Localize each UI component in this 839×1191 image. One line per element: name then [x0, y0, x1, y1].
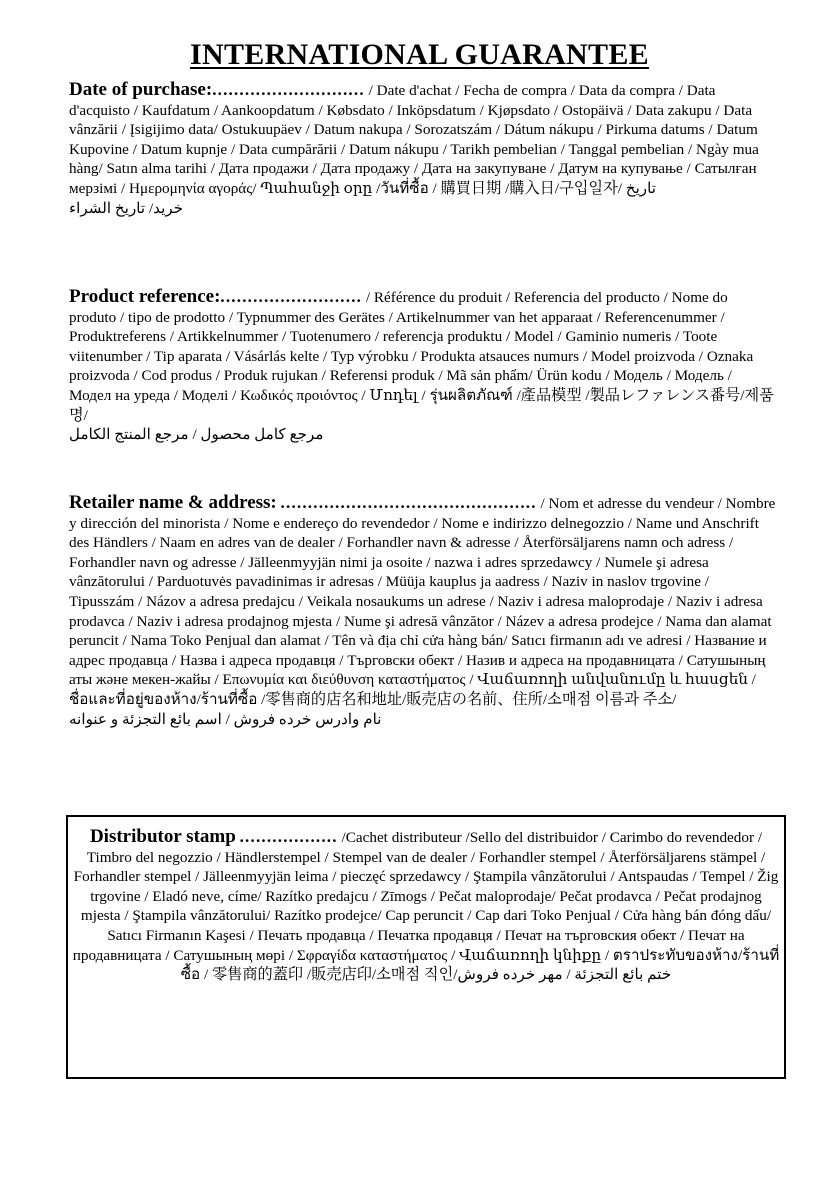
distributor-stamp-text	[72, 827, 780, 985]
date-of-purchase-rtl-line: خريد/ تاريخ الشراء	[69, 199, 184, 217]
page-title: INTERNATIONAL GUARANTEE	[190, 38, 649, 71]
distributor-stamp-heading: Distributor stamp	[89, 826, 236, 847]
product-reference-heading: Product reference:	[69, 286, 221, 307]
retailer-heading: Retailer name & address:	[69, 492, 277, 513]
product-reference-dots: ..........................	[220, 287, 363, 306]
date-of-purchase-heading: Date of purchase:	[69, 79, 213, 100]
date-of-purchase-dots: ............................	[212, 80, 365, 99]
date-of-purchase-section	[69, 80, 777, 218]
retailer-translations: / Nom et adresse du vendeur / Nombre y dirección del minorista / Nome e endereço do revendedor / Nome e indirizzo delnegozzio / Name und Anschrift des Händlers / Naam en adres van de dealer / Forhandler navn & adresse / Återförsäljarens namn och adress / Forhandler navn og adresse / Jälleenmyyjän nimi ja osoite / nazwa i adres sprzedawcy / Numele şi adresa vânzătorului / Parduotuvės pavadinimas ir adresas / Müüja kauplus ja aadress / Naziv in naslov trgovine / Tipusszám / Názov a adresa predajcu / Veikala nosaukums un adrese / Naziv i adresa maloprodaje / Naziv i adresa prodavca / Naziv i adresa prodajnog mjesta / Nume şi adresă vânzător / Název a adresa prodejce / Nama dan alamat peruncit / Nama Toko Penjual dan alamat / Tên và địa chỉ cửa hàng bán/ Satıcı firmanın adı ve adresi / Название и адрес продавца / Назва і адреса продавця / Търговски обект / Назив и адреса на продавницата / Сатушының аты және мекен-жайы / Επωνυμία και διεύθυνση καταστήματος / Վաճառողի անվանումը և հասցեն / ชื่อและที่อยู่ของห้าง/ร้านที่ซื้อ /零售商的店名和地址/販売店の名前、住所/소매점 이름과 주소/	[69, 495, 776, 708]
distributor-stamp-box	[66, 815, 786, 1079]
retailer-dots: ...............................................	[280, 493, 537, 512]
product-reference-section	[69, 287, 777, 445]
product-reference-rtl-line: مرجع كامل محصول / مرجع المنتج الكامل	[69, 426, 324, 444]
distributor-stamp-translations: /Cachet distributeur /Sello del distribuidor / Carimbo do revendedor / Timbro del negozzio / Händlerstempel / Stempel van de dealer / Forhandler stempel / Återförsäljarens stämpel / Forhandler stempel / Jälleenmyyjän leima / pieczęć sprzedawcy / Ştampila vânzătorului / Antspaudas / Tempel / Žig trgovine / Eladó neve, címe/ Razítko predajcu / Zīmogs / Pečat maloprodaje/ Pečat prodavca / Pečat prodajnog mjesta / Ştampila vânzătorului/ Razítko prodejce/ Cap peruncit / Cap dari Toko Penjual / Cửa hàng bán đóng dấu/ Satıcı Firmanın Kaşesi / Печать продавца / Печатка продавця / Печат на търговския обект / Печат на продавницата / Сатушының мөрі / Σφραγίδα καταστήματος / Վաճառողի կնիքը / ตราประทับของห้าง/ร้านที่ซื้อ / 零售商的蓋印 /販売店印/소매점 직인/ختم بائع التجزئة / مهر خرده فروش	[72, 829, 780, 984]
retailer-section	[69, 493, 777, 729]
product-reference-translations: / Référence du produit / Referencia del producto / Nome do produto / tipo de prodotto / Typnummer des Gerätes / Artikelnummer van het apparaat / Referencenummer / Produktreferens / Artikkelnummer / Tuotenumero / referencja produktu / Model / Gaminio numeris / Toote viitenumber / Tip aparata / Vásárlás kelte / Typ výrobku / Produkta atsauces numurs / Model proizvoda / Oznaka proizvoda / Cod produs / Produk rujukan / Referensi produk / Mã sản phẩm/ Ürün kodu / Модель / Модель / Модел на уреда / Моделі / Κωδικός προιόντος / Մոդել / รุ่นผลิตภัณฑ์ /產品模型 /製品レファレンス番号/제품명/	[69, 289, 774, 424]
distributor-stamp-dots: ..................	[239, 827, 338, 846]
date-of-purchase-translations: / Date d'achat / Fecha de compra / Data da compra / Data d'acquisto / Kaufdatum / Aankoopdatum / Købsdato / Inköpsdatum / Kjøpsdato / Ostopäivä / Data zakupu / Data vânzării / Įsigijimo data/ Ostukuupäev / Datum nakupa / Sorozatszám / Dátum nákupu / Pirkuma datums / Datum Kupovine / Datum kupnje / Data cumpărării / Datum nákupu / Tarikh pembelian / Tanggal pembelian / Ngày mua hàng/ Satın alma tarihi / Дата продажи / Дата продажу / Дата на закупуване / Датум на купување / Сатылған мерзімі / Ημερομηνία αγοράς/ Պահանջի օրը /วันที่ซื้อ / 購買日期 /購入日/구입일자/ تاريخ	[69, 82, 759, 197]
retailer-rtl-line: نام وادرس خرده فروش / اسم بائع التجزئة و عنوانه	[69, 710, 382, 728]
